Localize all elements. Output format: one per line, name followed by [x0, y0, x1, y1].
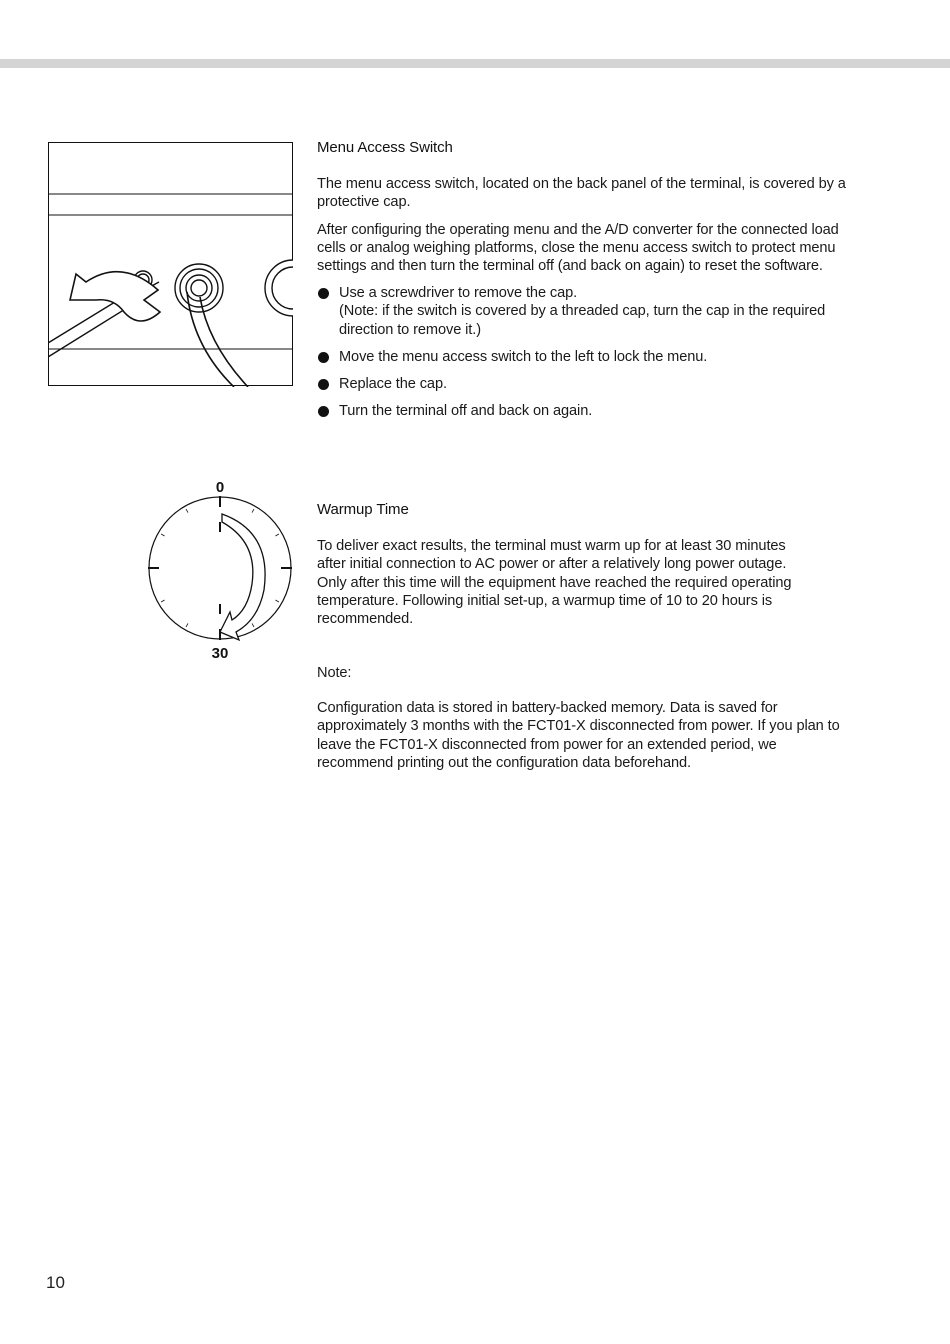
dial-tick	[275, 534, 278, 536]
list-item	[317, 375, 847, 393]
note-body: Configuration data is stored in battery-backed memory. Data is saved for approximately 3 months with the FCT01-X disconnected from power. If you plan to leave the FCT01-X disconnected from power for an extended period, we recommend printing out the configuration data beforehand.	[317, 700, 840, 771]
bullet-icon	[318, 406, 329, 417]
dial-tick	[252, 509, 254, 512]
menu-access-steps	[317, 284, 847, 420]
bullet-icon	[318, 379, 329, 390]
step-note: (Note: if the switch is covered by a threaded cap, turn the cap in the required direction to remove it.)	[339, 303, 826, 338]
warmup-timer-dial	[140, 472, 300, 662]
dial-tick	[186, 623, 188, 626]
dial-tick	[161, 600, 164, 602]
bullet-icon	[318, 288, 329, 299]
warmup-section	[317, 501, 847, 628]
dial-bottom-label: 30	[211, 645, 229, 662]
dial-tick	[161, 534, 164, 536]
list-item	[317, 284, 847, 339]
step-text: Replace the cap.	[339, 376, 447, 393]
dial-tick	[275, 600, 278, 602]
bullet-icon	[318, 352, 329, 363]
menu-access-section	[317, 139, 847, 429]
warmup-heading: Warmup Time	[317, 501, 409, 518]
menu-access-intro: The menu access switch, located on the back panel of the terminal, is covered by a protective cap.	[317, 176, 846, 211]
step-text: Use a screwdriver to remove the cap.	[339, 285, 578, 302]
list-item	[317, 348, 847, 366]
dial-tick	[252, 623, 254, 626]
dial-tick	[186, 509, 188, 512]
note-section	[317, 664, 847, 772]
header-rule	[0, 59, 950, 68]
dial-top-label: 0	[215, 479, 225, 496]
step-text: Turn the terminal off and back on again.	[339, 403, 593, 420]
warmup-body: To deliver exact results, the terminal must warm up for at least 30 minutes after initial connection to AC power or after a relatively long power outage. Only after this time will the equipment have reached the required operating temperature. Following initial set-up, a warmup time of 10 to 20 hours is recommended.	[317, 538, 792, 628]
menu-access-heading: Menu Access Switch	[317, 139, 453, 156]
step-text: Move the menu access switch to the left to lock the menu.	[339, 348, 708, 365]
page-number: 10	[46, 1273, 65, 1292]
list-item	[317, 402, 847, 420]
menu-access-after: After configuring the operating menu and the A/D converter for the connected load cells or analog weighing platforms, close the menu access switch to protect menu settings and then turn the terminal off (and back on again) to reset the software.	[317, 221, 839, 275]
note-label: Note:	[317, 665, 352, 681]
back-panel-illustration	[48, 142, 293, 387]
